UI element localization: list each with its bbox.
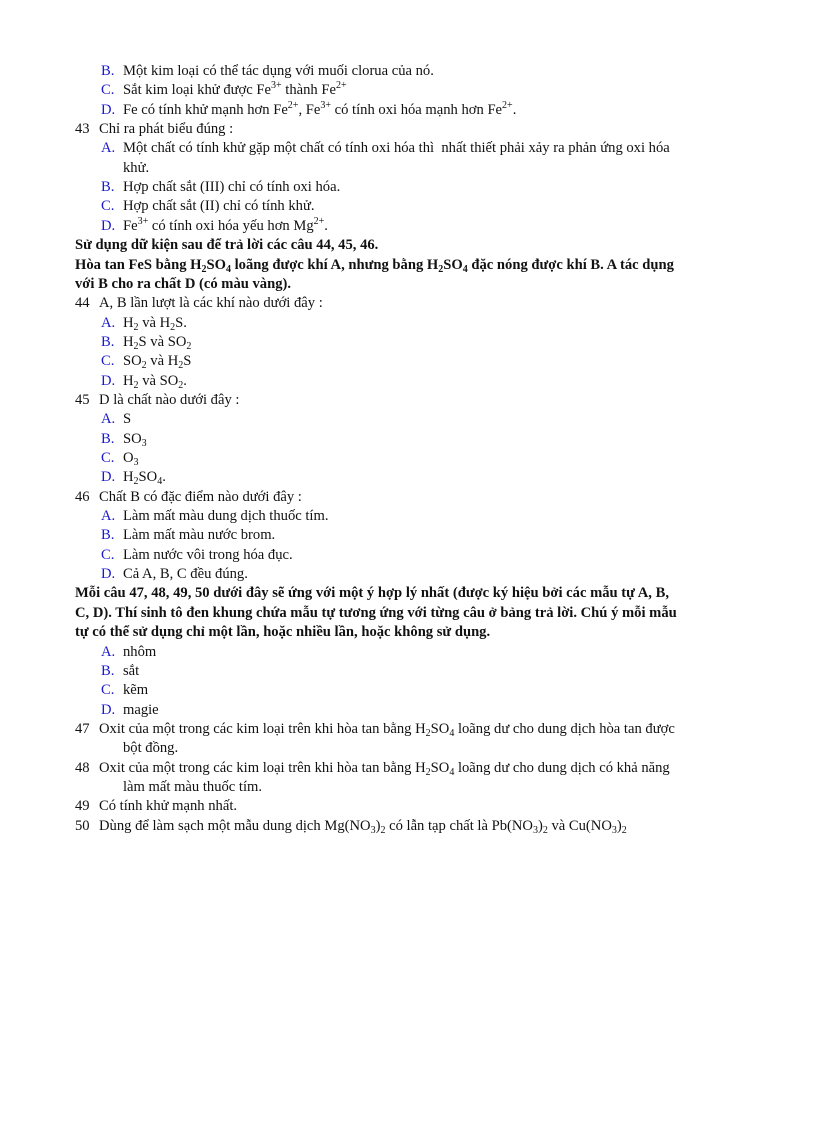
option-text: Cả A, B, C đều đúng. [123,566,248,583]
answer-option [101,507,329,526]
option-text: nhôm [123,643,157,660]
question [75,759,670,778]
option-text: Một chất có tính khử gặp một chất có tính oxi hóa thì nhất thiết phải xảy ra phản ứng oxi hóa [123,140,670,157]
option-letter: A. [101,508,116,525]
answer-option [101,197,315,216]
answer-option [101,565,248,584]
question [75,720,675,739]
option-letter: C. [101,353,115,370]
option-letter: A. [101,643,116,660]
option-letter: C. [101,82,115,99]
answer-option [101,314,187,333]
answer-option [101,546,293,565]
answer-option [101,352,191,371]
answer-option [101,643,156,662]
answer-option [101,62,434,81]
bold-instruction: Mỗi câu 47, 48, 49, 50 dưới đây sẽ ứng với một ý hợp lý nhất (được ký hiệu bởi các mẫu tự A, B, [75,585,669,602]
option-letter: D. [101,566,116,583]
option-text: $SO_2$ và $H_2S$ [123,353,192,372]
question [75,797,237,816]
question-number: 43 [75,121,90,138]
answer-option [101,178,340,197]
option-letter: A. [101,140,116,157]
option-letter: C. [101,450,115,466]
option-text: $SO_3$ [123,430,147,449]
option-text: Làm nước vôi trong hóa đục. [123,546,293,563]
option-letter: B. [101,179,115,196]
answer-option [101,101,516,120]
question [75,120,233,139]
option-letter: D. [101,372,116,389]
option-text: $H_2SO_4$. [123,469,166,488]
option-letter: C. [101,682,115,699]
option-text: Làm mất màu dung dịch thuốc tím. [123,508,329,525]
answer-option [101,333,191,352]
option-text: Hợp chất sắt (III) chỉ có tính oxi hóa. [123,179,341,196]
option-text: Sắt kim loại khử được $Fe^{3+}$ thành $Fe^{2+}$ [123,80,347,99]
option-text: S [123,411,132,428]
text-continuation: khử. [123,159,150,176]
question-text: Chất B có đặc điểm nào dưới đây : [99,488,302,505]
bold-instruction: tự có thể sử dụng chỉ một lần, hoặc nhiều lần, hoặc không sử dụng. [75,624,491,641]
answer-option [101,217,328,236]
option-letter: B. [101,63,115,79]
question-text: Có tính khử mạnh nhất. [99,798,238,815]
question-number: 46 [75,488,90,505]
option-text: Fe có tính khử mạnh hơn $Fe^{2+}$, $Fe^{3+}$ có tính oxi hóa mạnh hơn $Fe^{2+}$. [123,99,517,118]
question [75,488,302,507]
option-letter: C. [101,546,115,563]
answer-option [101,410,131,429]
option-text: $H_2$ và $SO_2$. [123,372,187,391]
option-letter: A. [101,411,116,428]
option-letter: B. [101,430,115,447]
answer-option [101,701,159,720]
question-number: 48 [75,759,90,776]
option-letter: B. [101,662,115,679]
option-text: $O_3$ [123,450,139,468]
option-letter: B. [101,527,115,544]
option-letter: D. [101,469,116,486]
question-text: Dùng để làm sạch một mẫu dung dịch $Mg(NO_3)_2$ có lẫn tạp chất là $Pb(NO_3)_2$ và $Cu(NO_3)_2$ [99,817,627,836]
question-number: 47 [75,720,90,737]
answer-option [101,449,139,468]
answer-option [101,430,147,449]
answer-option [101,662,139,681]
question-number: 49 [75,798,90,815]
question-text: Chỉ ra phát biểu đúng : [99,121,234,138]
question-text: D là chất nào dưới đây : [99,391,240,408]
text-continuation: làm mất màu thuốc tím. [123,778,263,795]
bold-instruction: Sử dụng dữ kiện sau để trả lời các câu 44, 45, 46. [75,237,379,254]
option-text: $H_2S$ và $SO_2$ [123,333,192,352]
answer-option [101,526,275,545]
bold-instruction: Hòa tan FeS bằng $H_2SO_4$ loãng được khí A, nhưng bằng $H_2SO_4$ đặc nóng được khí B. A tác dụng [75,256,674,275]
option-text: Một kim loại có thể tác dụng với muối clorua của nó. [123,63,434,79]
answer-option [101,681,148,700]
question-text: Oxit của một trong các kim loại trên khi hòa tan bằng $H_2SO_4$ loãng dư cho dung dịch có khả năng [99,759,670,778]
option-letter: D. [101,701,116,718]
question [75,391,239,410]
answer-option [101,372,187,391]
answer-option [101,139,670,158]
bold-instruction: C, D). Thí sinh tô đen khung chứa mẫu tự tương ứng với từng câu ở bảng trả lời. Chú ý mỗi mẫu [75,604,677,621]
option-letter: D. [101,101,116,118]
option-text: sắt [123,662,140,679]
question-text: A, B lần lượt là các khí nào dưới đây : [99,295,323,312]
question-text: Oxit của một trong các kim loại trên khi hòa tan bằng $H_2SO_4$ loãng dư cho dung dịch hòa tan được [99,720,675,739]
option-text: magie [123,701,159,718]
text-continuation: bột đồng. [123,740,179,757]
question-number: 45 [75,391,90,408]
option-letter: A. [101,314,116,331]
option-text: $H_2$ và $H_2S$. [123,314,187,333]
option-letter: C. [101,198,115,215]
question-number: 50 [75,817,90,834]
option-text: Làm mất màu nước brom. [123,527,276,544]
answer-option [101,468,166,487]
option-text: $Fe^{3+}$ có tính oxi hóa yếu hơn $Mg^{2+}$. [123,215,328,234]
bold-instruction: với B cho ra chất D (có màu vàng). [75,275,292,292]
option-text: Hợp chất sắt (II) chỉ có tính khử. [123,198,315,215]
option-letter: B. [101,333,115,350]
answer-option [101,81,347,100]
option-text: kẽm [123,682,149,699]
question [75,294,323,313]
question [75,817,627,836]
option-letter: D. [101,217,116,234]
question-number: 44 [75,295,90,312]
